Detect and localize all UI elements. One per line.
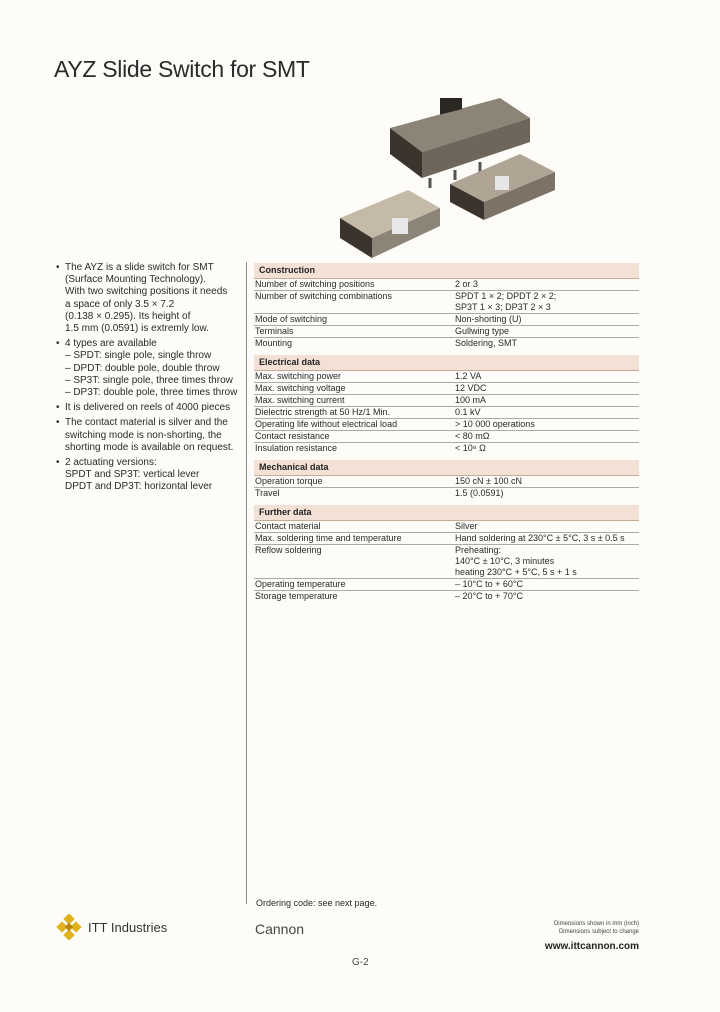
spec-label: Max. switching voltage xyxy=(255,383,346,393)
spec-row xyxy=(254,314,639,326)
section-heading-further: Further data xyxy=(254,505,639,521)
spec-row xyxy=(254,407,639,419)
section-heading-electrical: Electrical data xyxy=(254,355,639,371)
spec-value: Silver xyxy=(455,521,478,531)
itt-logo xyxy=(56,914,167,940)
spec-value: Soldering, SMT xyxy=(455,338,518,348)
spec-label: Operating temperature xyxy=(255,579,346,589)
spec-label: Insulation resistance xyxy=(255,443,338,453)
spec-label: Max. switching power xyxy=(255,371,342,381)
spec-label: Terminals xyxy=(255,326,294,336)
spec-value: – 10°C to + 60°C xyxy=(455,579,523,589)
spec-row xyxy=(254,545,639,579)
spec-row xyxy=(254,591,639,602)
spec-value: 2 or 3 xyxy=(455,279,479,289)
spec-value: – 20°C to + 70°C xyxy=(455,591,523,601)
spec-row xyxy=(254,383,639,395)
intro-bullet: • The contact material is silver and the switching mode is non-shorting, the shorting mode is available on request. xyxy=(56,417,246,454)
product-photo xyxy=(330,98,570,268)
spec-label: Reflow soldering xyxy=(255,545,322,555)
spec-row xyxy=(254,291,639,314)
spec-value: Hand soldering at 230°C ± 5°C, 3 s ± 0.5 s xyxy=(455,533,625,543)
spec-value: 100 mA xyxy=(455,395,487,405)
spec-row xyxy=(254,279,639,291)
spec-label: Contact resistance xyxy=(255,431,330,441)
column-divider xyxy=(246,262,247,904)
spec-row xyxy=(254,371,639,383)
spec-row xyxy=(254,533,639,545)
spec-value: 150 cN ± 100 cN xyxy=(455,476,522,486)
spec-label: Storage temperature xyxy=(255,591,338,601)
spec-row xyxy=(254,326,639,338)
brand-name: ITT Industries xyxy=(88,919,168,935)
spec-row xyxy=(254,476,639,488)
spec-value: 1.2 VA xyxy=(455,371,482,381)
spec-label: Dielectric strength at 50 Hz/1 Min. xyxy=(255,407,391,417)
intro-bullet: • 4 types are available – SPDT: single pole, single throw – DPDT: double pole, double throw – SP3T: single pole, three times throw – DP3T: double pole, three times throw xyxy=(56,338,246,399)
spec-value: 0.1 kV xyxy=(455,407,481,417)
page-title: AYZ Slide Switch for SMT xyxy=(54,56,310,82)
spec-row xyxy=(254,431,639,443)
spec-value: SPDT 1 × 2; DPDT 2 × 2; SP3T 1 × 3; DP3T 2 × 3 xyxy=(455,291,557,312)
spec-label: Mode of switching xyxy=(255,314,328,324)
spec-label: Max. soldering time and temperature xyxy=(255,533,402,543)
spec-value: Preheating: 140°C ± 10°C, 3 minutes heating 230°C + 5°C, 5 s + 1 s xyxy=(455,545,577,577)
spec-label: Number of switching positions xyxy=(255,279,375,289)
spec-row xyxy=(254,488,639,499)
spec-label: Operating life without electrical load xyxy=(255,419,398,429)
spec-row xyxy=(254,443,639,454)
spec-label: Contact material xyxy=(255,521,321,531)
ordering-note: Ordering code: see next page. xyxy=(256,898,378,908)
spec-value: 12 VDC xyxy=(455,383,487,393)
spec-row xyxy=(254,419,639,431)
spec-label: Operation torque xyxy=(255,476,323,486)
intro-bullet: • It is delivered on reels of 4000 pieces xyxy=(56,402,246,414)
intro-bullet: • The AYZ is a slide switch for SMT (Surface Mounting Technology). With two switching positions it needs a space of only 3.5 × 7.2 (0.138 × 0.295). Its height of 1.5 mm (0.0591) is extremly low. xyxy=(56,262,246,335)
intro-text xyxy=(56,262,246,497)
cannon-label: Cannon xyxy=(255,921,305,937)
spec-row xyxy=(254,338,639,349)
section-heading-construction: Construction xyxy=(254,263,639,279)
section-heading-mechanical: Mechanical data xyxy=(254,460,639,476)
disclaimer: Dimensions shown in mm (inch) Dimensions subject to change xyxy=(553,921,639,935)
spec-row xyxy=(254,579,639,591)
spec-value: < 80 mΩ xyxy=(455,431,490,441)
spec-table xyxy=(254,263,639,602)
spec-row xyxy=(254,521,639,533)
itt-logo-icon xyxy=(56,914,82,940)
spec-value: < 10⁸ Ω xyxy=(455,443,486,453)
spec-label: Number of switching combinations xyxy=(255,291,393,301)
spec-value: Gullwing type xyxy=(455,326,510,336)
spec-label: Travel xyxy=(255,488,280,498)
spec-label: Max. switching current xyxy=(255,395,345,405)
spec-value: Non-shorting (U) xyxy=(455,314,522,324)
website-link[interactable]: www.ittcannon.com xyxy=(544,941,639,952)
intro-bullet: • 2 actuating versions: SPDT and SP3T: vertical lever DPDT and DP3T: horizontal lever xyxy=(56,457,246,494)
page-number: G-2 xyxy=(352,957,369,968)
spec-value: > 10 000 operations xyxy=(455,419,535,429)
spec-row xyxy=(254,395,639,407)
spec-value: 1.5 (0.0591) xyxy=(455,488,504,498)
spec-label: Mounting xyxy=(255,338,293,348)
